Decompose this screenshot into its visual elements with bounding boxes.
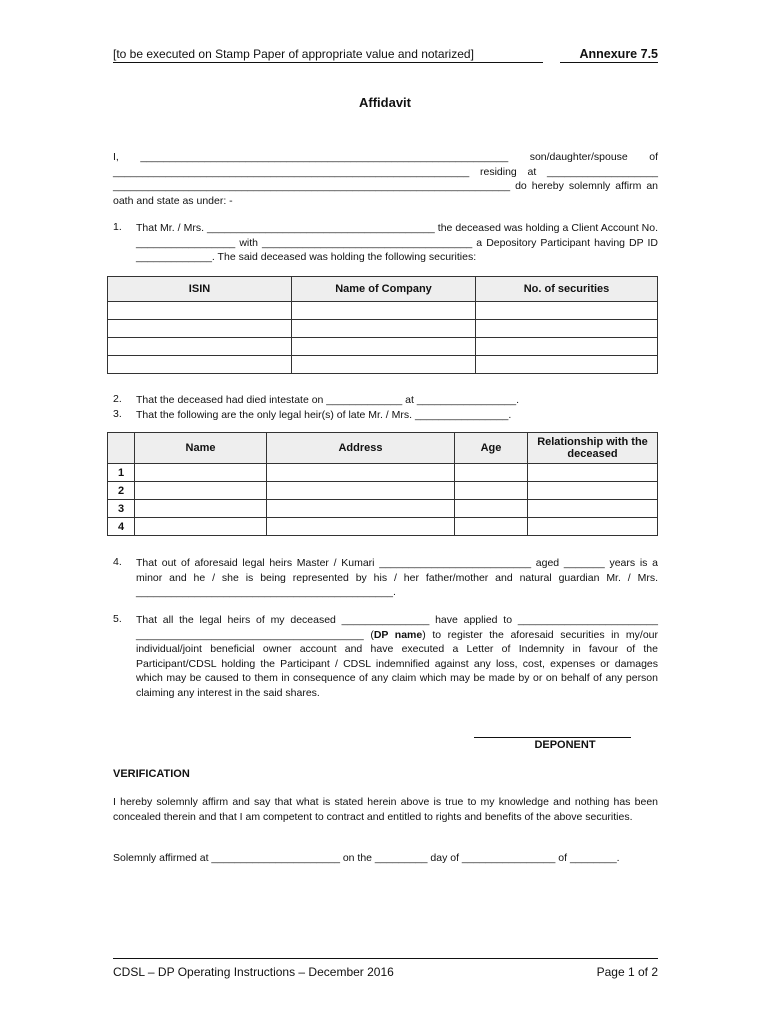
row-number: 1 — [108, 464, 135, 482]
item-1-text: That Mr. / Mrs. _______________________________________ the deceased was holding a Client Account No. _________________ with ____________________________________ a Depository Participant having DP ID _____________. The said deceased was holding the following securities: — [136, 222, 658, 263]
item-3-text: That the following are the only legal heir(s) of late Mr. / Mrs. ________________. — [136, 409, 512, 421]
table-header-row — [108, 433, 658, 464]
header-stamp-note: [to be executed on Stamp Paper of appropriate value and notarized] — [113, 47, 543, 63]
item-3-number: 3. — [113, 408, 122, 420]
table-row — [108, 518, 658, 536]
row-number: 2 — [108, 482, 135, 500]
signature-line — [474, 737, 631, 738]
item-4-number: 4. — [113, 556, 122, 568]
col-company: Name of Company — [292, 277, 476, 302]
table-row — [108, 302, 658, 320]
col-securities: No. of securities — [476, 277, 658, 302]
securities-table — [107, 276, 658, 374]
col-address: Address — [267, 433, 455, 464]
verification-heading: VERIFICATION — [113, 768, 190, 780]
page-number: Page 1 of 2 — [596, 965, 658, 979]
table-header-row — [108, 277, 658, 302]
footer-divider — [113, 958, 658, 959]
item-1-number: 1. — [113, 221, 122, 233]
affirmed-line: Solemnly affirmed at ______________________ on the _________ day of ________________ of ________. — [113, 852, 620, 864]
page-title: Affidavit — [359, 95, 411, 110]
row-number: 3 — [108, 500, 135, 518]
col-isin: ISIN — [108, 277, 292, 302]
col-name: Name — [135, 433, 267, 464]
table-row — [108, 356, 658, 374]
item-4-text: That out of aforesaid legal heirs Master / Kumari __________________________ aged _______ years is a minor and he / she is being represented by his / her father/mother and natural guardian Mr. / Mrs. ____________________________________________. — [136, 557, 658, 598]
row-number: 4 — [108, 518, 135, 536]
table-row — [108, 320, 658, 338]
col-serial — [108, 433, 135, 464]
table-row — [108, 482, 658, 500]
item-2-number: 2. — [113, 393, 122, 405]
heirs-table — [107, 432, 658, 536]
annexure-label: Annexure 7.5 — [560, 47, 658, 63]
col-age: Age — [455, 433, 528, 464]
table-row — [108, 464, 658, 482]
item-2-text: That the deceased had died intestate on _____________ at _________________. — [136, 394, 520, 406]
item-5-text: That all the legal heirs of my deceased _______________ have applied to ________________________ _______________________________________ (DP name) to register the aforesaid securities in my/our individual/joint beneficial owner account and have executed a Letter of Indemnity in favour of the Participant/CDSL holding the Participant / CDSL indemnified against any loss, cost, expenses or damages which may be caused to them in consequence of any claim which may be made by or on behalf of any person claiming any interest in the said shares. — [136, 614, 658, 699]
dp-name-label: DP name — [373, 628, 423, 641]
deponent-label: DEPONENT — [534, 739, 596, 751]
col-relationship: Relationship with the deceased — [528, 433, 658, 464]
intro-paragraph: I, _______________________________________________________________ son/daughter/spouse of _____________________________________________________________ residing at ___________________ ____________________________________________________________________ do hereby solemnly affirm an oath and state as under: - — [113, 151, 658, 207]
table-row — [108, 338, 658, 356]
footer-title: CDSL – DP Operating Instructions – December 2016 — [113, 965, 394, 979]
verification-text: I hereby solemnly affirm and say that what is stated herein above is true to my knowledge and nothing has been concealed therein and that I am competent to contract and entitled to rights and benefits of the above securities. — [113, 796, 658, 823]
item-5-number: 5. — [113, 613, 122, 625]
table-row — [108, 500, 658, 518]
